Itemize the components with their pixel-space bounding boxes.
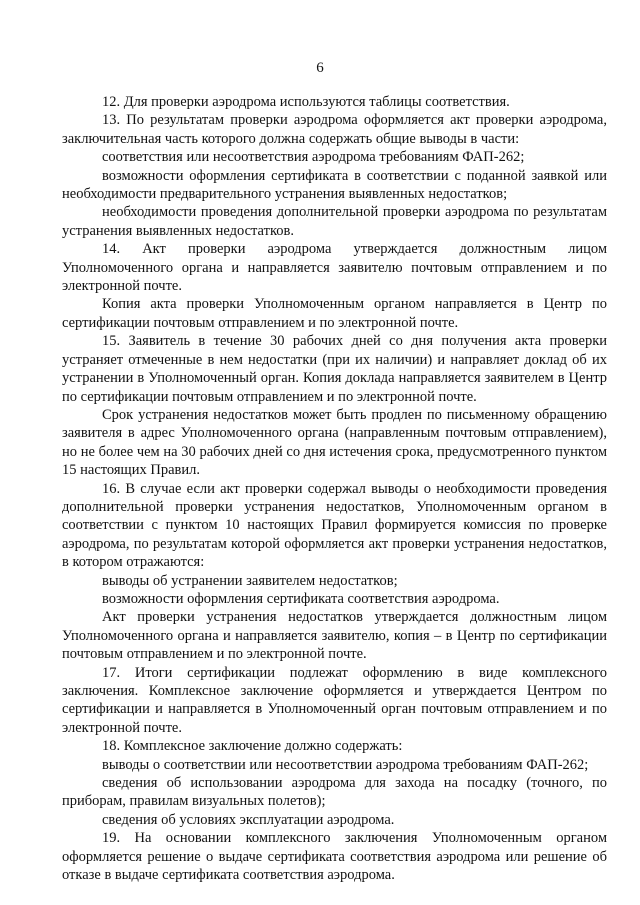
paragraph: 19. На основании комплексного заключения Уполномоченным органом оформляется решение о выдаче сертификата соответствия аэродрома или решение об отказе в выдаче сертификата соответствия аэродрома.	[62, 830, 607, 884]
page-number: 6	[316, 60, 324, 76]
paragraph: Срок устранения недостатков может быть продлен по письменному обращению заявителя в адрес Уполномоченного органа (направленным почтовым отправлением), но не более чем на 30 рабочих дней со дня истечения срока, предусмотренного пунктом 15 настоящих Правил.	[62, 406, 607, 479]
paragraph: 14. Акт проверки аэродрома утверждается должностным лицом Уполномоченного органа и направляется заявителю почтовым отправлением и по электронной почте.	[62, 241, 607, 295]
paragraph: выводы о соответствии или несоответствии аэродрома требованиям ФАП-262;	[102, 756, 589, 773]
paragraph: 13. По результатам проверки аэродрома оформляется акт проверки аэродрома, заключительная часть которого должна содержать общие выводы в части:	[62, 112, 607, 147]
paragraph: 15. Заявитель в течение 30 рабочих дней со дня получения акта проверки устраняет отмеченные в нем недостатки (при их наличии) и направляет доклад об их устранении в Уполномоченный орган. Копия доклада направляется заявителем в Центр по сертификации почтовым отправлением и по электронной почте.	[62, 333, 607, 405]
paragraph: Акт проверки устранения недостатков утверждается должностным лицом Уполномоченного органа и направляется заявителю, копия – в Центр по сертификации почтовым отправлением и по электронной почте.	[62, 609, 607, 663]
paragraph: выводы об устранении заявителем недостатков;	[102, 572, 398, 589]
paragraph: 12. Для проверки аэродрома используются таблицы соответствия.	[102, 94, 510, 110]
paragraph: возможности оформления сертификата соответствия аэродрома.	[102, 590, 500, 607]
document-body	[62, 93, 607, 884]
paragraph: сведения об использовании аэродрома для захода на посадку (точного, по приборам, правилам визуальных полетов);	[62, 775, 607, 810]
paragraph: 18. Комплексное заключение должно содержать:	[102, 738, 403, 755]
paragraph: возможности оформления сертификата в соответствии с поданной заявкой или необходимости предварительного устранения выявленных недостатков;	[62, 167, 607, 203]
paragraph: соответствия или несоответствия аэродрома требованиям ФАП-262;	[102, 149, 525, 166]
paragraph: сведения об условиях эксплуатации аэродрома.	[102, 811, 395, 828]
paragraph: Копия акта проверки Уполномоченным органом направляется в Центр по сертификации почтовым отправлением и по электронной почте.	[62, 296, 607, 331]
paragraph: 17. Итоги сертификации подлежат оформлению в виде комплексного заключения. Комплексное заключение оформляется и утверждается Центром по сертификации и направляется в Уполномоченный орган почтовым отправлением и по электронной почте.	[62, 664, 607, 736]
paragraph: необходимости проведения дополнительной проверки аэродрома по результатам устранения выявленных недостатков.	[62, 204, 607, 239]
paragraph: 16. В случае если акт проверки содержал выводы о необходимости проведения дополнительной проверки устранения недостатков, Уполномоченным органом в соответствии с пунктом 10 настоящих Правил формируется комиссия по проверке аэродрома, по результатам которой оформляется акт проверки устранения недостатков, в котором отражаются:	[62, 480, 607, 571]
